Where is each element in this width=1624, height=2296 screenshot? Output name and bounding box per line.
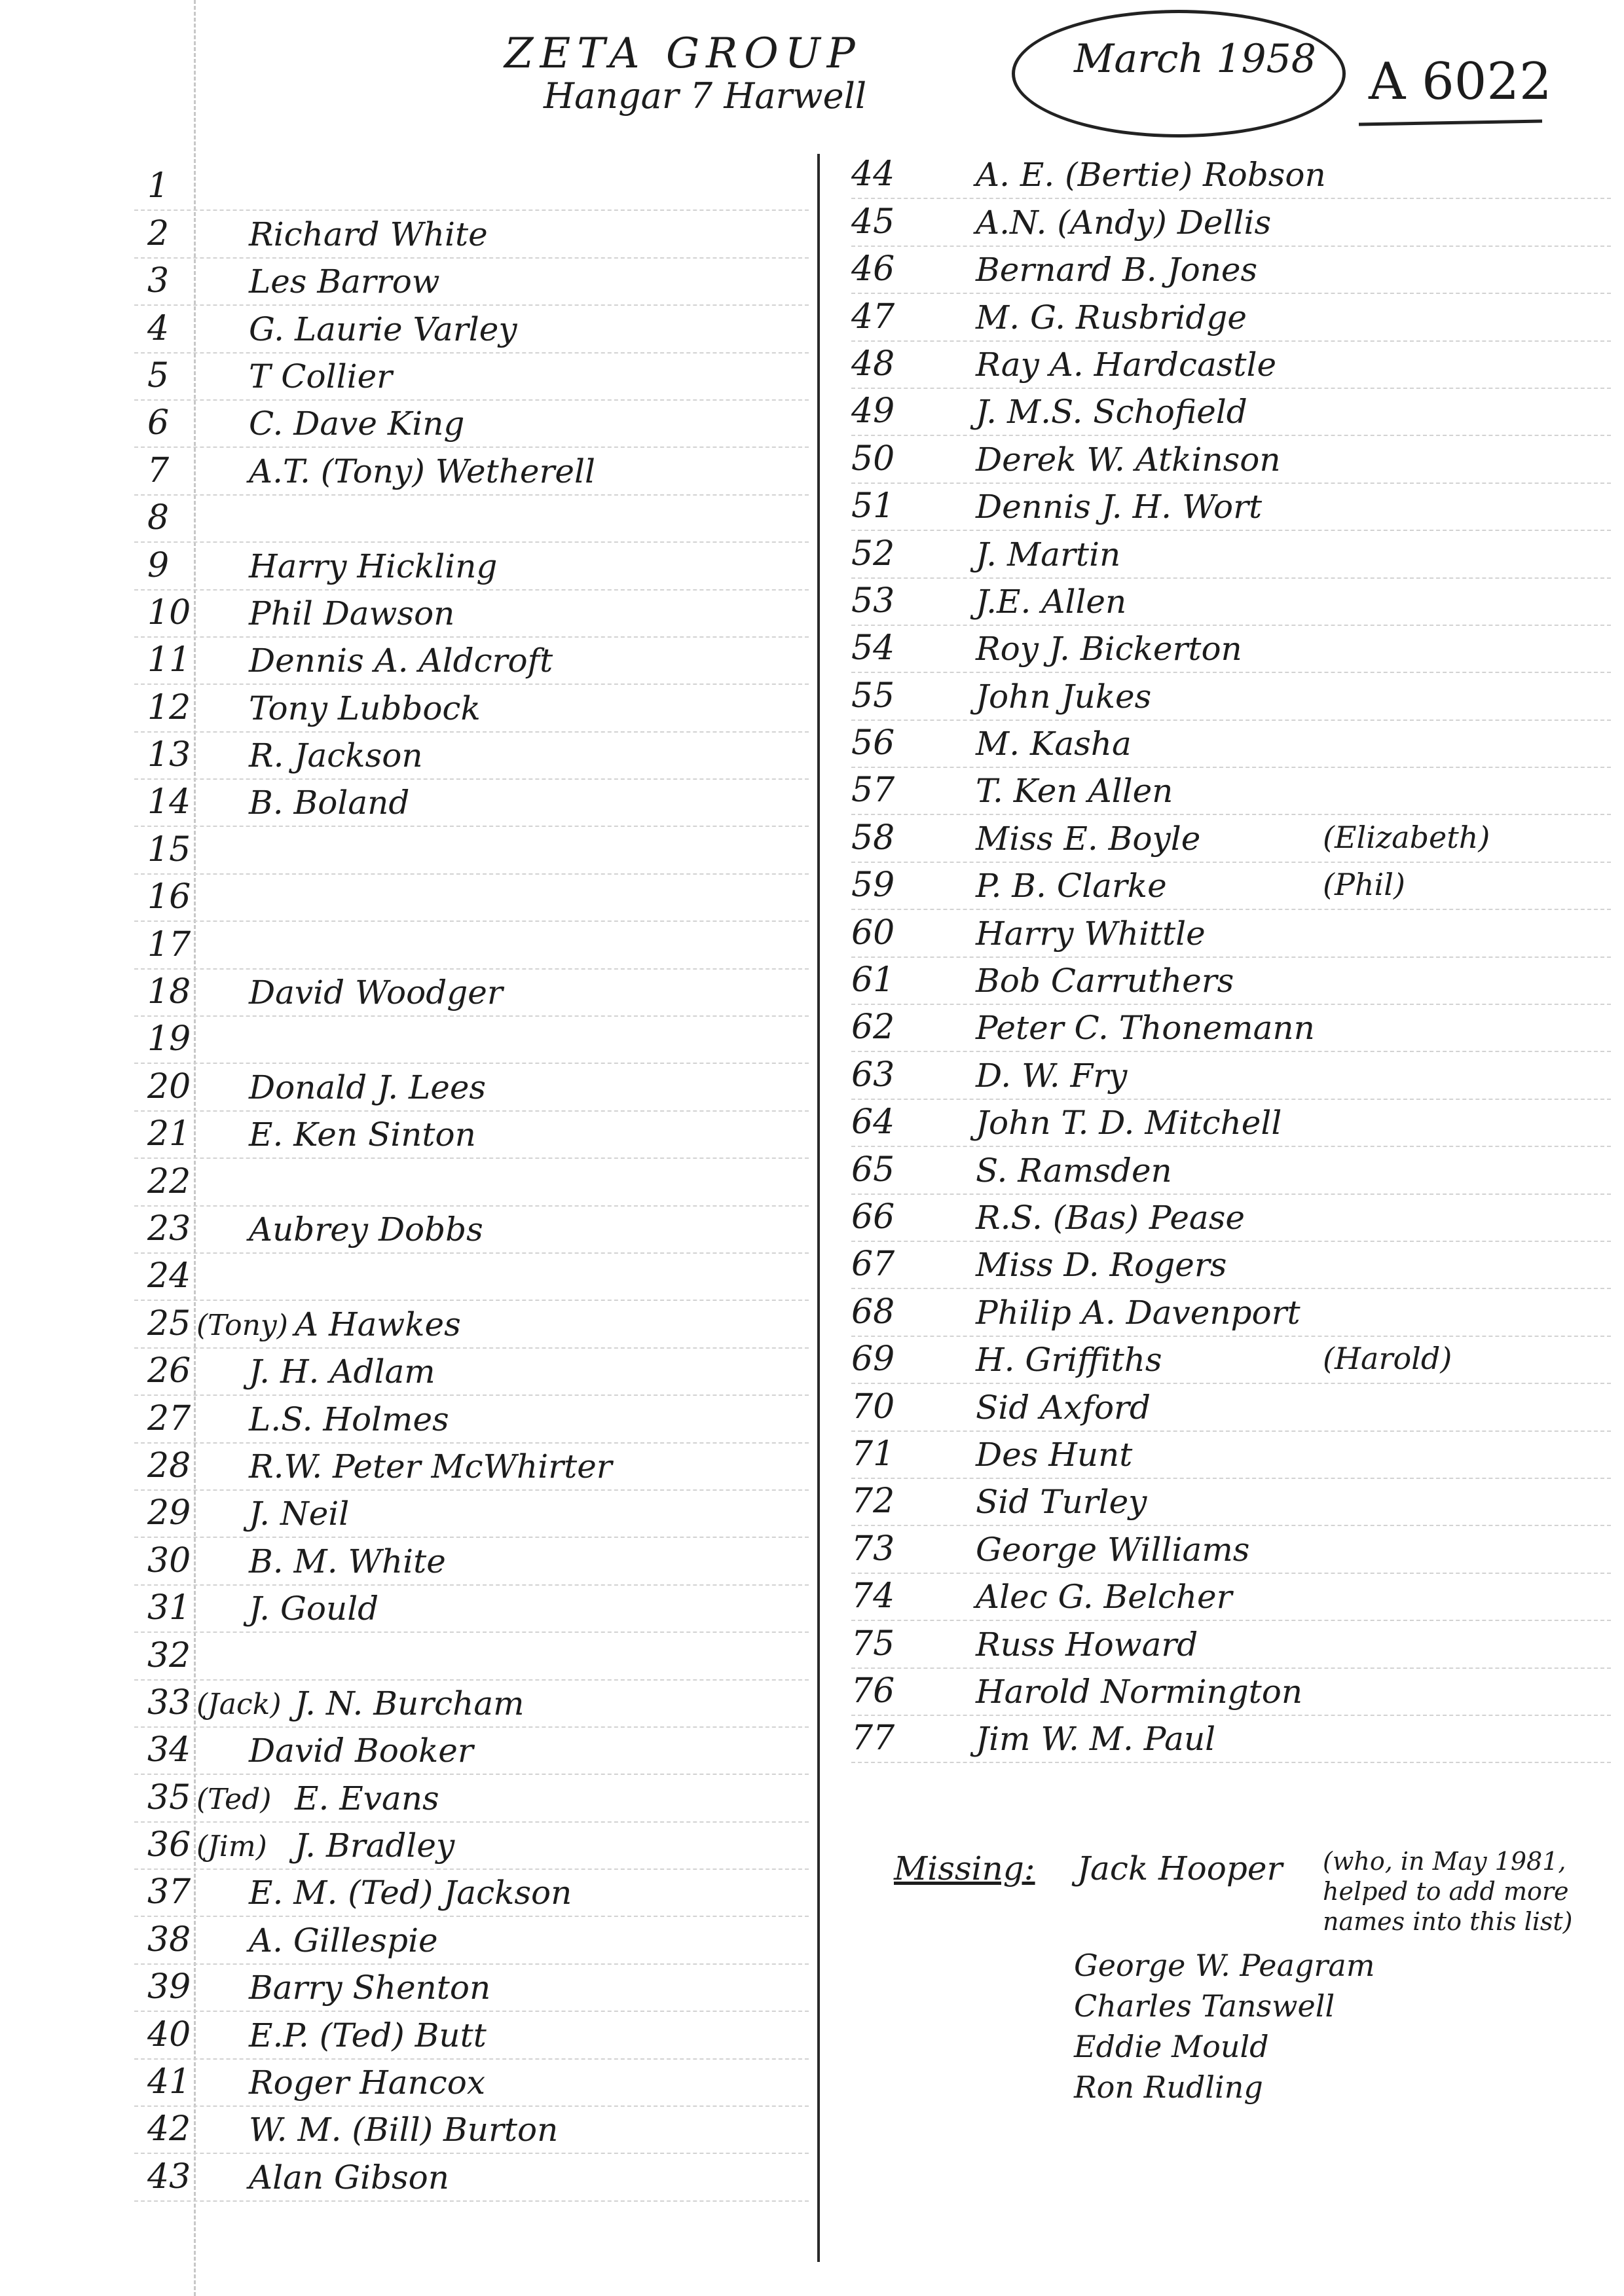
list-item	[134, 970, 809, 1017]
list-item	[134, 1112, 809, 1159]
list-item	[851, 247, 1611, 294]
list-item	[851, 579, 1611, 626]
entry-name: J.E. Allen	[976, 582, 1127, 621]
entry-name: George Williams	[976, 1530, 1250, 1569]
list-item	[134, 2060, 809, 2107]
entry-name: Harry Hickling	[249, 547, 498, 585]
entry-name: Peter C. Thonemann	[976, 1009, 1315, 1048]
entry-number: 31	[147, 1588, 191, 1628]
entry-number: 21	[147, 1114, 191, 1154]
entry-number: 48	[851, 344, 895, 384]
entry-number: 37	[147, 1872, 191, 1912]
list-item	[851, 1669, 1611, 1716]
list-item	[134, 1633, 809, 1680]
entry-name: Harry Whittle	[976, 914, 1206, 953]
entry-number: 18	[147, 972, 191, 1012]
entry-number: 60	[851, 913, 895, 953]
entry-name: Donald J. Lees	[249, 1068, 487, 1106]
entry-name: T Collier	[249, 357, 393, 395]
list-item	[134, 2107, 809, 2154]
entry-name: Tony Lubbock	[249, 689, 481, 727]
entry-number: 3	[147, 261, 170, 301]
entry-name: L.S. Holmes	[249, 1400, 449, 1438]
entry-number: 34	[147, 1730, 191, 1770]
entry-name: E.P. (Ted) Butt	[249, 2016, 487, 2054]
left-name-list	[134, 164, 809, 2202]
entry-number: 41	[147, 2062, 191, 2102]
entry-name: Russ Howard	[976, 1625, 1198, 1664]
missing-name: Eddie Mould	[1074, 2029, 1269, 2064]
entry-name: Alec G. Belcher	[976, 1578, 1232, 1616]
list-item	[134, 164, 809, 211]
entry-number: 25	[147, 1303, 191, 1343]
list-item	[134, 401, 809, 448]
entry-number: 44	[851, 155, 895, 194]
list-item	[851, 1526, 1611, 1573]
entry-number: 62	[851, 1008, 895, 1048]
entry-name: J. N. Burcham	[295, 1684, 525, 1722]
entry-number: 8	[147, 498, 170, 538]
entry-number: 47	[851, 297, 895, 337]
entry-number: 11	[147, 640, 191, 680]
entry-name: A.N. (Andy) Dellis	[976, 203, 1272, 242]
missing-label: Missing:	[894, 1850, 1035, 1887]
list-item	[134, 1396, 809, 1443]
entry-name: Derek W. Atkinson	[976, 440, 1281, 479]
list-item	[134, 922, 809, 969]
missing-name: Charles Tanswell	[1074, 1988, 1335, 2024]
entry-number: 73	[851, 1529, 895, 1569]
entry-number: 26	[147, 1351, 191, 1391]
entry-name: Harold Normington	[976, 1672, 1303, 1711]
entry-name: Barry Shenton	[249, 1969, 491, 2007]
list-item	[134, 1254, 809, 1301]
list-item	[134, 1965, 809, 2012]
list-item	[134, 496, 809, 543]
entry-name: Alan Gibson	[249, 2158, 449, 2196]
entry-name: Richard White	[249, 215, 488, 253]
entry-number: 66	[851, 1197, 895, 1237]
list-item	[134, 1444, 809, 1491]
entry-name: Bob Carruthers	[976, 962, 1234, 1000]
list-item	[134, 780, 809, 827]
entry-note: (Elizabeth)	[1323, 819, 1490, 855]
entry-name: Bernard B. Jones	[976, 251, 1258, 289]
list-item	[134, 1728, 809, 1775]
entry-number: 35	[147, 1777, 191, 1817]
list-item	[851, 1574, 1611, 1621]
entry-number: 13	[147, 735, 191, 775]
entry-number: 51	[851, 486, 895, 526]
entry-note: (Phil)	[1323, 867, 1405, 903]
list-item	[134, 1586, 809, 1633]
list-item	[134, 448, 809, 495]
list-item	[134, 2012, 809, 2059]
entry-number: 77	[851, 1719, 895, 1758]
list-item	[851, 1289, 1611, 1336]
list-item	[134, 1301, 809, 1348]
list-item	[134, 1017, 809, 1064]
entry-name: T. Ken Allen	[976, 772, 1173, 811]
list-item	[851, 1337, 1611, 1384]
entry-name: J. H. Adlam	[249, 1353, 435, 1391]
list-item	[851, 910, 1611, 957]
entry-number: 59	[851, 866, 895, 905]
entry-number: 10	[147, 592, 191, 632]
entry-name: Roger Hancox	[249, 2064, 486, 2102]
list-item	[134, 1064, 809, 1111]
missing-names-list	[1074, 1948, 1375, 2110]
list-item	[134, 1491, 809, 1538]
reference-underline	[1359, 120, 1542, 126]
entry-name: M. Kasha	[976, 725, 1132, 763]
entry-number: 64	[851, 1102, 895, 1142]
entry-number: 16	[147, 877, 191, 917]
list-item	[851, 958, 1611, 1005]
entry-number: 20	[147, 1066, 191, 1106]
list-item	[851, 1147, 1611, 1194]
list-item	[851, 673, 1611, 720]
entry-name: Miss E. Boyle	[976, 819, 1201, 858]
entry-number: 57	[851, 771, 895, 811]
entry-name: Sid Turley	[976, 1483, 1147, 1522]
entry-name: C. Dave King	[249, 405, 465, 443]
list-item	[134, 1917, 809, 1964]
entry-name: E. M. (Ted) Jackson	[249, 1874, 572, 1912]
entry-name: A. E. (Bertie) Robson	[976, 156, 1326, 194]
entry-number: 14	[147, 782, 191, 822]
entry-number: 61	[851, 960, 895, 1000]
entry-name: Dennis A. Aldcroft	[249, 642, 553, 680]
list-item	[851, 389, 1611, 436]
missing-note: (who, in May 1981, helped to add more names into this list)	[1323, 1847, 1573, 1936]
list-item	[851, 1621, 1611, 1668]
entry-number: 32	[147, 1635, 191, 1675]
entry-number: 50	[851, 439, 895, 479]
missing-name: Ron Rudling	[1074, 2069, 1263, 2105]
entry-number: 58	[851, 818, 895, 858]
entry-number: 75	[851, 1624, 895, 1664]
entry-name: M. G. Rusbridge	[976, 298, 1247, 337]
list-item	[134, 259, 809, 306]
list-item	[134, 211, 809, 258]
entry-number: 9	[147, 545, 170, 585]
entry-number: 45	[851, 202, 895, 242]
entry-name: W. M. (Bill) Burton	[249, 2111, 559, 2149]
entry-number: 65	[851, 1150, 895, 1190]
entry-number: 17	[147, 924, 191, 964]
entry-number: 15	[147, 829, 191, 869]
list-item	[851, 768, 1611, 815]
list-item	[851, 1432, 1611, 1479]
entry-name: G. Laurie Varley	[249, 310, 517, 348]
list-item	[851, 199, 1611, 246]
entry-name: A.T. (Tony) Wetherell	[249, 452, 595, 490]
date-text: March 1958	[1074, 36, 1316, 82]
entry-name: John Jukes	[976, 677, 1152, 716]
entry-name: B. Boland	[249, 784, 410, 822]
entry-number: 29	[147, 1493, 191, 1533]
entry-name: P. B. Clarke	[976, 867, 1167, 905]
list-item	[851, 1479, 1611, 1526]
list-item	[851, 1005, 1611, 1052]
entry-number: 43	[147, 2157, 191, 2196]
list-item	[851, 342, 1611, 389]
entry-name: H. Griffiths	[976, 1341, 1162, 1379]
entry-number: 67	[851, 1245, 895, 1285]
list-item	[134, 1870, 809, 1917]
list-item	[851, 1242, 1611, 1289]
entry-number: 38	[147, 1920, 191, 1959]
list-item	[134, 1681, 809, 1728]
entry-name: J. M.S. Schofield	[976, 393, 1247, 431]
entry-number: 33	[147, 1683, 191, 1722]
entry-name: Miss D. Rogers	[976, 1246, 1227, 1285]
list-item	[134, 733, 809, 780]
entry-name: J. Bradley	[295, 1827, 455, 1865]
entry-number: 42	[147, 2109, 191, 2149]
entry-name: Des Hunt	[976, 1435, 1133, 1474]
entry-number: 12	[147, 687, 191, 727]
entry-name: S. Ramsden	[976, 1151, 1172, 1190]
entry-number: 6	[147, 403, 170, 443]
list-item	[134, 591, 809, 638]
entry-number: 76	[851, 1671, 895, 1711]
entry-number: 30	[147, 1540, 191, 1580]
list-item	[851, 626, 1611, 673]
list-item	[134, 1349, 809, 1396]
entry-number: 4	[147, 308, 170, 348]
list-item	[851, 721, 1611, 768]
entry-name: R. Jackson	[249, 737, 423, 775]
entry-nickname: (Jack)	[196, 1687, 282, 1721]
entry-number: 56	[851, 723, 895, 763]
entry-name: Les Barrow	[249, 263, 440, 301]
list-item	[134, 1538, 809, 1585]
entry-name: R.W. Peter McWhirter	[249, 1447, 612, 1485]
list-item	[134, 1159, 809, 1206]
entry-number: 1	[147, 166, 170, 206]
list-item	[134, 2154, 809, 2201]
entry-name: D. W. Fry	[976, 1056, 1128, 1095]
entry-number: 74	[851, 1576, 895, 1616]
missing-first-name: Jack Hooper	[1077, 1850, 1283, 1887]
entry-number: 63	[851, 1055, 895, 1095]
right-name-list	[851, 152, 1611, 1763]
entry-name: Phil Dawson	[249, 594, 455, 632]
list-item	[134, 685, 809, 732]
list-item	[134, 1207, 809, 1254]
missing-name: George W. Peagram	[1074, 1948, 1375, 1983]
entry-number: 70	[851, 1387, 895, 1427]
entry-note: (Harold)	[1323, 1341, 1452, 1377]
entry-name: J. Gould	[249, 1590, 379, 1628]
entry-name: Philip A. Davenport	[976, 1293, 1301, 1332]
list-item	[851, 1052, 1611, 1099]
list-item	[134, 543, 809, 590]
entry-name: A. Gillespie	[249, 1921, 438, 1959]
list-item	[851, 294, 1611, 341]
list-item	[851, 152, 1611, 199]
entry-name: E. Ken Sinton	[249, 1116, 476, 1154]
entry-name: Roy J. Bickerton	[976, 630, 1242, 668]
entry-name: R.S. (Bas) Pease	[976, 1198, 1245, 1237]
entry-nickname: (Tony)	[196, 1308, 288, 1342]
entry-number: 69	[851, 1339, 895, 1379]
column-divider	[817, 154, 820, 2262]
list-item	[134, 1775, 809, 1822]
entry-number: 22	[147, 1161, 191, 1201]
list-item	[851, 1384, 1611, 1431]
entry-number: 2	[147, 213, 170, 253]
list-item	[134, 875, 809, 922]
entry-name: David Woodger	[249, 974, 503, 1012]
list-item	[851, 1716, 1611, 1763]
entry-name: J. Neil	[249, 1495, 350, 1533]
list-item	[851, 1195, 1611, 1242]
entry-name: A Hawkes	[295, 1305, 461, 1343]
entry-number: 52	[851, 534, 895, 574]
entry-name: Aubrey Dobbs	[249, 1210, 483, 1248]
list-item	[851, 484, 1611, 531]
entry-number: 19	[147, 1019, 191, 1059]
entry-number: 28	[147, 1446, 191, 1485]
entry-name: Dennis J. H. Wort	[976, 488, 1263, 526]
entry-number: 55	[851, 676, 895, 716]
entry-name: J. Martin	[976, 535, 1121, 574]
entry-name: Sid Axford	[976, 1388, 1151, 1427]
entry-number: 72	[851, 1482, 895, 1522]
list-item	[851, 436, 1611, 483]
list-item	[851, 863, 1611, 910]
list-item	[134, 638, 809, 685]
page-title: ZETA GROUP	[504, 29, 862, 78]
entry-name: E. Evans	[295, 1779, 439, 1817]
entry-name: John T. D. Mitchell	[976, 1104, 1282, 1142]
entry-name: Jim W. M. Paul	[976, 1720, 1216, 1758]
entry-number: 27	[147, 1398, 191, 1438]
entry-number: 36	[147, 1825, 191, 1865]
entry-number: 39	[147, 1967, 191, 2007]
reference-number: A 6022	[1369, 52, 1552, 111]
entry-number: 5	[147, 355, 170, 395]
entry-number: 71	[851, 1434, 895, 1474]
list-item	[134, 1823, 809, 1870]
entry-name: B. M. White	[249, 1542, 446, 1580]
entry-nickname: (Ted)	[196, 1782, 272, 1816]
list-item	[851, 815, 1611, 862]
list-item	[851, 531, 1611, 578]
entry-nickname: (Jim)	[196, 1830, 267, 1864]
entry-number: 46	[851, 249, 895, 289]
list-item	[134, 306, 809, 353]
entry-number: 54	[851, 629, 895, 668]
entry-name: David Booker	[249, 1732, 473, 1770]
entry-number: 49	[851, 392, 895, 431]
list-item	[134, 354, 809, 401]
page-subtitle: Hangar 7 Harwell	[544, 75, 867, 117]
entry-number: 24	[147, 1256, 191, 1296]
entry-number: 40	[147, 2014, 191, 2054]
entry-name: Ray A. Hardcastle	[976, 345, 1277, 384]
entry-number: 23	[147, 1209, 191, 1248]
entry-number: 53	[851, 581, 895, 621]
entry-number: 7	[147, 450, 170, 490]
list-item	[851, 1100, 1611, 1147]
entry-number: 68	[851, 1292, 895, 1332]
list-item	[134, 827, 809, 874]
